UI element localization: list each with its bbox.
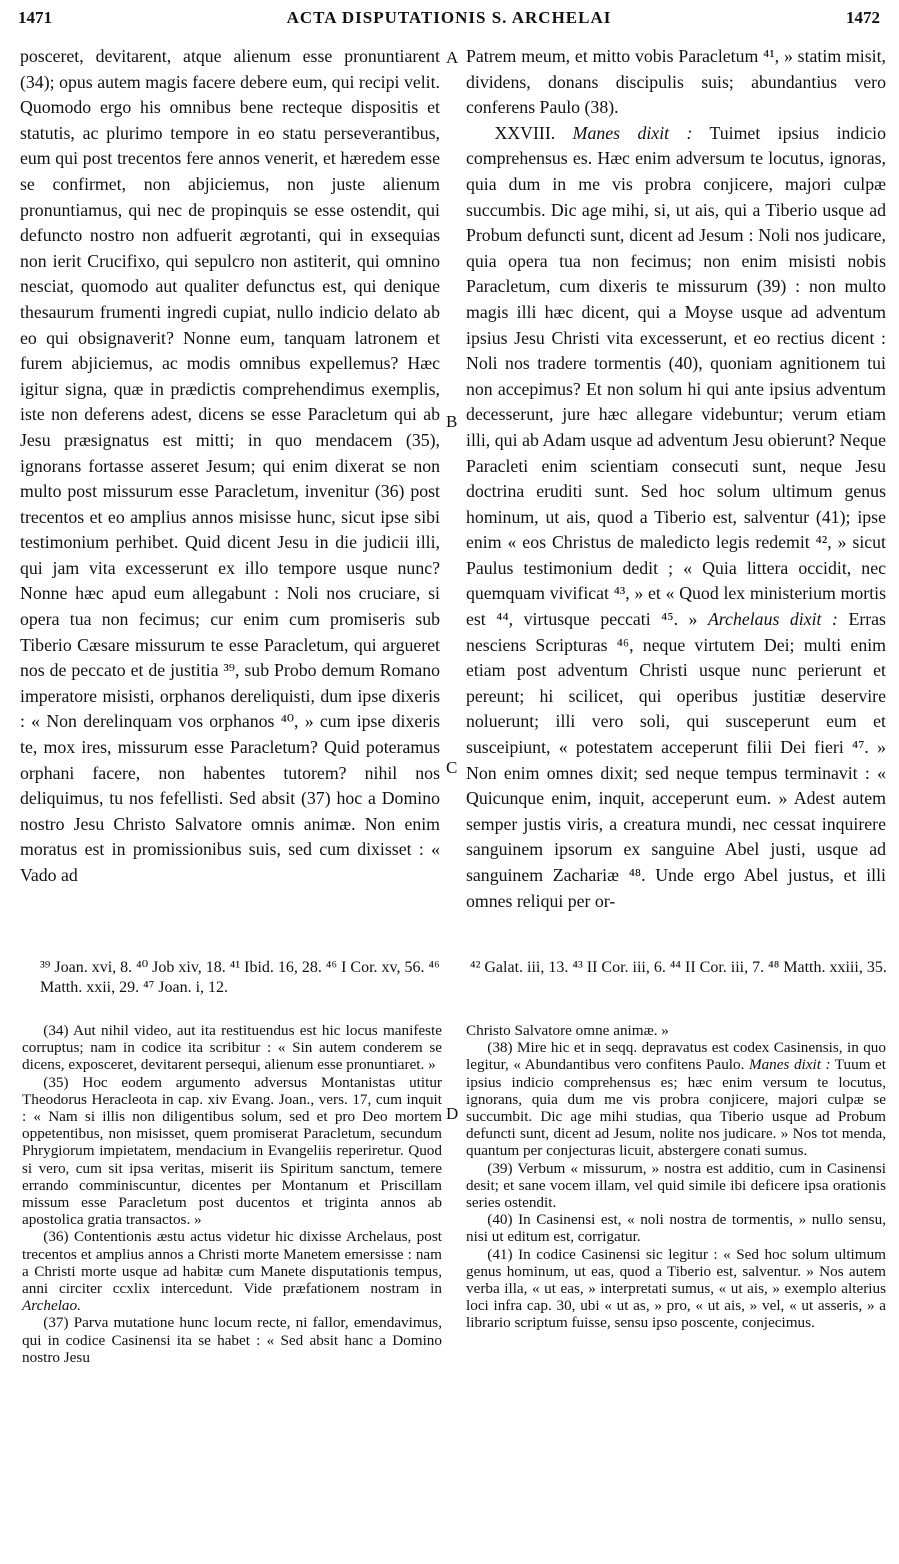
text-span: Erras nesciens Scripturas ⁴⁶, neque virtutem Dei; multi enim etiam post adventum Christi usque nunc perierunt et pereunt; hi scilicet, qui operibus justitiæ deservire noluerunt; illi vero soli, qui susceperunt eum et susceipiunt, « potestatem acceperunt filii Dei fieri ⁴⁷. » Non enim omnes dixit; sed neque tempus terminavit : « Quicunque enim, inquit, acceperunt eum. » Adest autem semper justis viris, a creatura mundi, nec cessat inquirere sanguinem ipsorum ex sanguine Abel justi, usque ad sanguinem Zachariæ ⁴⁸. Unde ergo Abel justus, et illi omnes reliqui per or- — [466, 609, 886, 911]
footnotes-left-column — [22, 1022, 442, 1366]
main-text-left-column — [20, 44, 440, 889]
footnotes-right-column — [466, 1022, 886, 1332]
margin-marker-d: D — [446, 1104, 459, 1123]
margin-marker-a: A — [446, 48, 459, 67]
footnote: (35) Hoc eodem argumento adversus Montanistas utitur Theodorus Heracleota in cap. xiv Evang. Joan., vers. 17, cum inquit : « Nam si illis non diligentibus solum, sed et pro Deo mortem oppetentibus, non misisset, quem promiserat Paracletum, secundum Phrygiorum impietatem, mendacium in Evangeliis reperiretur. Quod si vero, cum sit ipsa veritas, miserit iis Spiritum sanctum, temere errando comminiscuntur, dicentes per Montanum et Priscillam missum esse Paracletum post ducentos et triginta annos ab apostolica gratia transactos. » — [22, 1073, 442, 1229]
scripture-references-right: ⁴² Galat. iii, 13. ⁴³ II Cor. iii, 6. ⁴⁴ II Cor. iii, 7. ⁴⁸ Matth. xxiii, 35. — [470, 959, 887, 976]
footnote: (34) Aut nihil video, aut ita restituendus est hic locus manifeste corruptus; nam in codice ita scribitur : « Sin autem conderem se dicens, exposceret, devitarent persequi, alienum esse pronuntiaret. » — [22, 1022, 442, 1074]
paragraph-chapter-xxviii — [466, 121, 886, 914]
footnote — [466, 1039, 886, 1159]
footnote — [22, 1228, 442, 1314]
paragraph: posceret, devitarent, atque alienum esse pronuntiarent (34); opus autem magis facere debere eum, qui recipi velit. Quomodo ergo his omnibus bene recteque dispositis et statutis, ac plurimo tempore in eo statu perseverantibus, eum qui post trecentos fere annos venerit, et hæredem esse se confirmet, non abjiciemus, non juste alienum pronuntiamus, qui nec de propinquis se esse ostendit, qui defuncto nostro non adfuerit ægrotanti, qui in exsequias non ierit Crucifixo, qui sepulcro non astiterit, qui omnino nesciat, quomodo aut qualiter defunctus est, qui denique thesaurum frumenti ingredi cupiat, nullo indicio delato ab eo qui obsignaverit? Nonne eum, tanquam latronem et furem abjiciemus, ac modis omnibus expellemus? Hæc igitur signa, quæ in prædictis comprehendimus exemplis, iste non deferens adest, dicens se esse Paracletum qui ab Jesu præsignatus est mitti; in quo mendacem (35), ignorans fortasse asseret Jesum; qui enim dixerat se non multo post missurum esse Paracletum, invenitur (36) post trecentos et eo amplius annos misisse hunc, sicut ipse sibi testimonium perhibet. Quid dicent Jesu in die judicii illi, qui jam vita excesserunt ex illo tempore usque nunc? Nonne hæc apud eum allegabunt : Noli nos cruciare, si opera tua non fecimus; cur enim cum promiseris sub Tiberio Cæsare missurum te esse Paracletum, qui argueret nos de peccato et de justitia ³⁹, sub Probo demum Romano imperatore misisti, orphanos dereliquisti, dum ipse dixeris : « Non derelinquam vos orphanos ⁴⁰, » cum ipse dixeris te, mox ires, missurum esse Paracletum? Quid poteramus orphani facere, non habentes tutorem? nihil nos deliquimus, tu nos fefellisti. Sed absit (37) hoc a Domino nostro Jesu Christo Salvatore omnis animæ. Non enim moratus est in promissionibus suis, sed cum dixisset : « Vado ad — [20, 46, 440, 885]
text-span: Tuum et ipsius indicio comprehensus es; hæc enim versum te locutus, ignorans, quia dum me vis probra conjicere, majori culpæ se succumbit. Dic age mihi studias, qua Tiberio usque ad Probum defuncti sunt, dicent ad Jesum, nolite nos judicare. » Nos tot menda, quantum per conjecturas licuit, abstergere conati sumus. — [466, 1056, 886, 1160]
footnote: (37) Parva mutatione hunc locum recte, ni fallor, emendavimus, qui in codice Casinensi ita se habet : « Sed absit hanc a Domino nostro Jesu — [22, 1314, 442, 1366]
footnote: (41) In codice Casinensi sic legitur : « Sed hoc solum ultimum genus hominum, ut eas, quod a Tiberio est, salventur. » Nos autem verba illa, « ut eas, » interpretati sumus, « ut ais, » exemplo alterius loci infra cap. 30, ubi « ut as, » pro, « ut ais, » vel, « ut asseris, » a librario scriptum fuisse, sensu ipso poscente, conjecimus. — [466, 1245, 886, 1332]
main-text-right-column — [466, 44, 886, 914]
running-title: ACTA DISPUTATIONIS S. ARCHELAI — [286, 8, 612, 27]
margin-marker-c: C — [446, 758, 458, 777]
running-header — [18, 4, 880, 34]
speaker-label: Archelaus dixit : — [707, 609, 838, 630]
paragraph: Patrem meum, et mitto vobis Paracletum ⁴¹, » statim misit, dividens, donans discipulis suis; abundantius vero conferens Paulo (38). — [466, 46, 886, 118]
footnote-continuation: Christo Salvatore omne animæ. » — [466, 1022, 669, 1039]
footnote: (40) In Casinensi est, « noli nostra de tormentis, » nullo sensu, nisi ut editum est, corrigatur. — [466, 1211, 886, 1246]
text-span: (38) Mire hic et in seqq. depravatus est codex Casinensis, in quo legitur, « Abundantibus vero confitens Paulo. — [466, 1039, 886, 1074]
text-span: Archelao. — [22, 1297, 81, 1315]
speaker-label: Manes dixit : — [748, 1056, 831, 1074]
footnote: (39) Verbum « missurum, » nostra est additio, cum in Casinensi desit; et sane vocem illam, vel quid simile ibi deficere ipsa orationis series ostendit. — [466, 1159, 886, 1212]
speaker-label: Manes dixit : — [572, 122, 693, 143]
text-span: Tuimet ipsius indicio comprehensus es. Hæc enim adversum te locutus, ignoras, quia dum in me vis probra conjicere, majori culpæ succumbis. Dic age mihi, si, ut ais, qui a Tiberio usque ad Probum defuncti sunt, dicent ad Jesum : Noli nos judicare, quia opera tua non fecimus; non enim misisti nobis Paracletum, cum dixeris te missurum (39) : non multo magis illi hæc dicent, qui a Moyse usque ad adventum ipsius Jesu Christi vita excesserunt, et eo rectius dicent : Noli nos tradere tormentis (40), quoniam agnitionem tui non accepimus? Et non solum hi qui ante ipsius adventum decesserunt, jure hæc allegare videbuntur; verum etiam illi, qui ab Adam usque ad adventum Jesu obierunt? Neque Paracleti enim scientiam consecuti sunt, neque Jesu doctrina eruditi sunt. Sed hoc solum ultimum genus hominum, ut ais, quod a Tiberio est, salventur (41); ipse enim « eos Christus de maledicto legis redemit ⁴², » sicut Paulus testimonium dedit ; « Quia littera occidit, nec quemquam vivificat ⁴³, » et « Quod lex ministerium mortis est ⁴⁴, virtusque peccati ⁴⁵. » — [466, 122, 886, 630]
scripture-references-left: ³⁹ Joan. xvi, 8. ⁴⁰ Job xiv, 18. ⁴¹ Ibid. 16, 28. ⁴⁶ I Cor. xv, 56. ⁴⁶ Matth. xxii, 29. ⁴⁷ Joan. i, 12. — [40, 959, 440, 996]
chapter-number: XXVIII. — [494, 122, 556, 143]
text-span: (36) Contentionis æstu actus videtur hic dixisse Archelaus, post trecentos et amplius annos a Christi morte Manetem emersisse : nam a Christi morte usque ad habitæ cum Manete disputationis tempus, anni circiter ccxlix intercedunt. Vide præfationem nostram in — [22, 1228, 442, 1298]
page-number-right: 1472 — [846, 8, 880, 27]
page-number-left: 1471 — [18, 8, 52, 27]
margin-marker-b: B — [446, 412, 458, 431]
